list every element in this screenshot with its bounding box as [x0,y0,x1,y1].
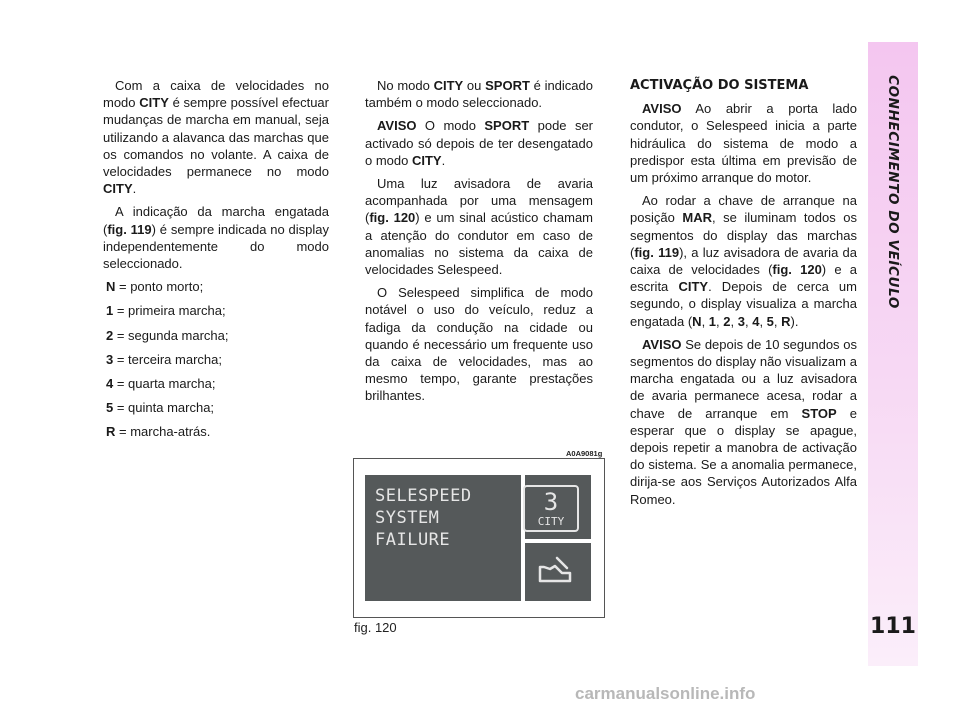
gear-list-item: 2 = segunda marcha; [106,327,229,343]
section-sidebar [868,42,918,666]
display-line: FAILURE [375,530,451,550]
gear-list-item: R = marcha-atrás. [106,424,211,440]
text-column-3 [630,77,857,514]
paragraph-fault-light: Uma luz avisadora de avaria acompanhada por uma mensagem (fig. 120) e um sinal acústico chamam a atenção do condutor em caso de anomalias no sistema da caixa de velocidades Selespeed. [365,176,594,278]
paragraph-door-open: AVISO Ao abrir a porta lado condutor, o Selespeed inicia a parte hidráulica do sistema de modo a predispor esta última em previsão de um próximo arranque do motor. [630,101,857,186]
paragraph-mode-indication: No modo CITY ou SPORT é indicado também o modo seleccionado. [365,78,593,111]
text-column-1 [103,77,329,448]
paragraph-warning-sport: AVISO O modo SPORT pode ser activado só depois de ter desengatado o modo CITY. [365,118,594,168]
paragraph-key-mar: Ao rodar a chave de arranque na posição MAR, se iluminam todos os segmentos do display das marchas (fig. 119), a luz avisadora de avaria da caixa de velocidades (fig. 120) e a escrita CITY. Depois de cerca um segundo, o display visualiza a marcha engatada (N, 1, 2, 3, 4, 5, R). [630,193,858,329]
gear-mode: CITY [537,515,565,528]
figure-code: A0A9081g [566,449,603,458]
figure-caption: fig. 120 [354,620,397,635]
watermark: carmanualsonline.info [575,684,756,703]
gearbox-display [365,475,591,601]
gear-list-item: 1 = primeira marcha; [106,303,226,319]
gearbox-fault-icon [537,555,573,585]
display-line: SELESPEED [375,486,472,506]
section-title-box [868,42,918,342]
gear-list-item: 4 = quarta marcha; [106,376,216,392]
gear-number: 3 [543,488,559,516]
gear-indicator [523,485,579,532]
paragraph-gear-indication: A indicação da marcha engatada (fig. 119) é sempre indicada no display independentemente do modo seleccionado. [103,204,330,272]
gear-list-item: N = ponto morto; [106,279,204,295]
display-message [375,485,472,551]
section-title: CONHECIMENTO DO VEÍCULO [885,75,902,309]
paragraph-selespeed-benefits: O Selespeed simplifica de modo notável o uso do veículo, reduz a fadiga da condução na cidade ou quando é necessário um frequente uso da caixa de velocidades, mas ao mesmo tempo, garante prestações brilhantes. [365,285,593,404]
figure-120 [353,458,605,618]
display-divider-horizontal [525,539,591,543]
page-number: 111 [870,614,916,639]
paragraph-warning-stop: AVISO Se depois de 10 segundos os segmentos do display não visualizam a marcha engatada ou a luz avisadora de avaria permanece acesa, rodar a chave de arranque em STOP e esperar que o display se apague, depois repetir a manobra de activação do sistema. Se a anomalia permanece, dirija-se aos Serviços Autorizados Alfa Romeo. [630,336,858,507]
text-column-2 [365,77,593,411]
section-heading: ACTIVAÇÃO DO SISTEMA [630,78,809,93]
gear-list-item: 3 = terceira marcha; [106,351,222,367]
display-line: SYSTEM [375,508,440,528]
paragraph-city-manual: Com a caixa de velocidades no modo CITY é sempre possível efectuar mudanças de marcha em manual, seja utilizando a alavanca das marchas que os comandos no volante. A caixa de velocidades permanece no modo CITY. [103,78,329,197]
gear-list-item: 5 = quinta marcha; [106,400,215,416]
